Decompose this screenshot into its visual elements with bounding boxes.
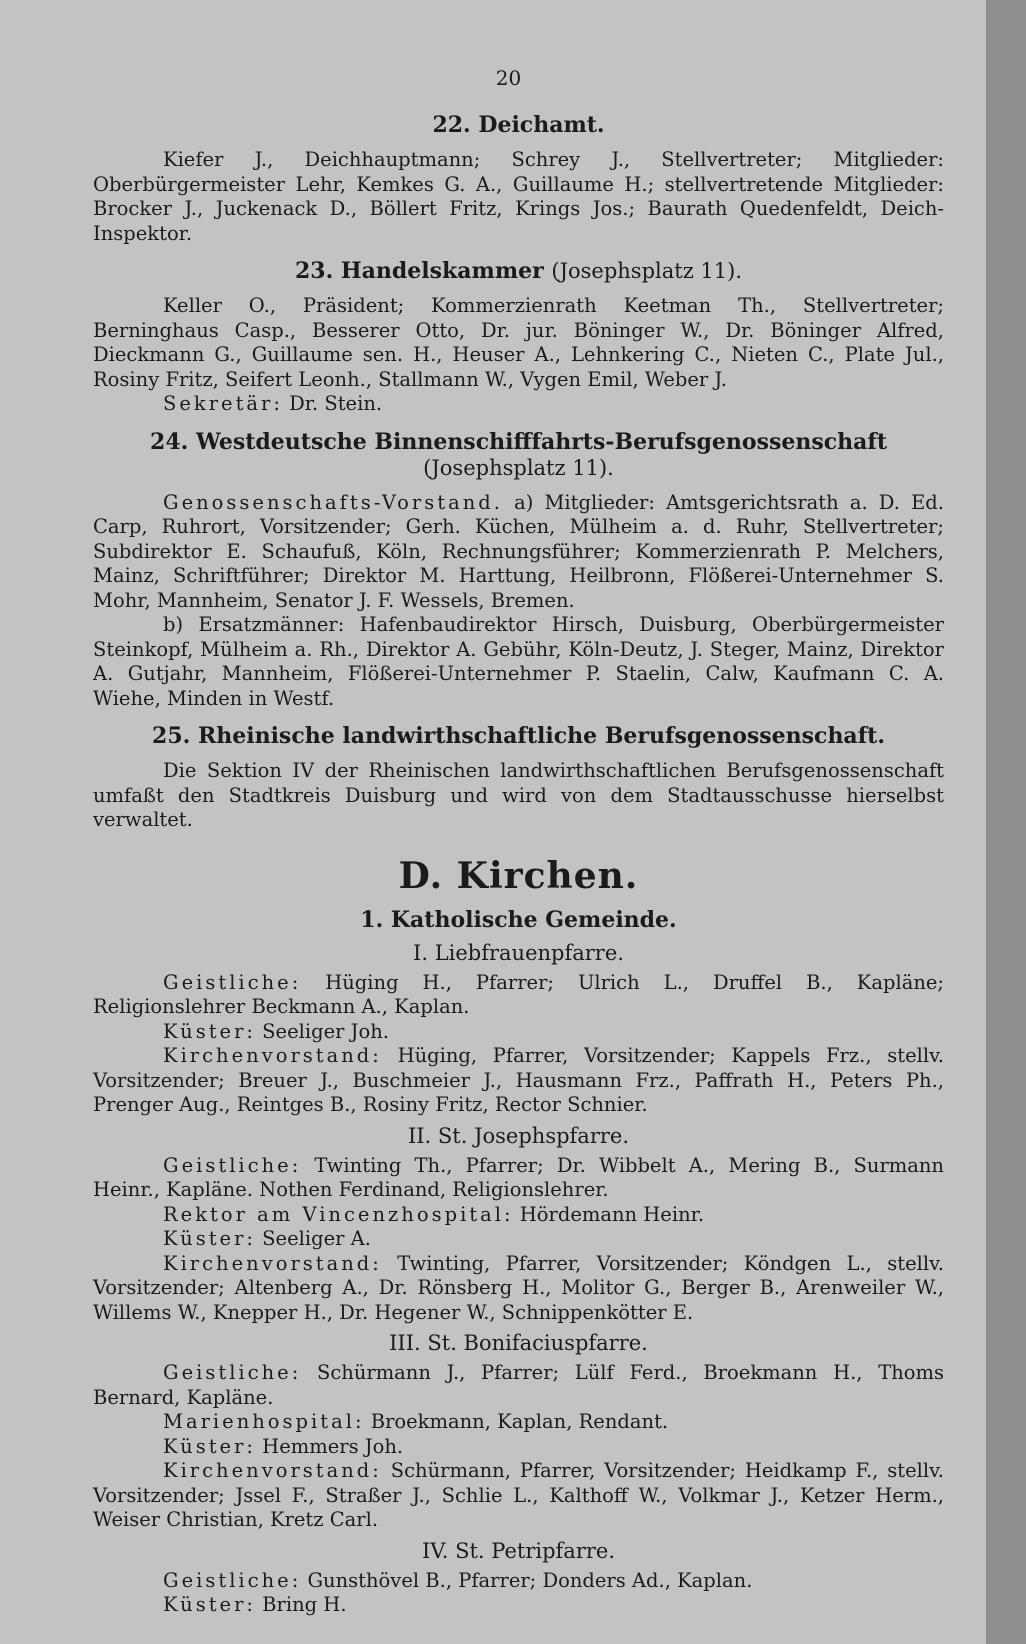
sexton-text: Seeliger A.	[255, 1227, 371, 1250]
parish-2-clergy	[93, 1154, 944, 1203]
clergy-label: Geistliche:	[163, 1153, 302, 1177]
hospital-label: Marienhospital:	[163, 1410, 365, 1433]
catholic-community-title: 1. Katholische Gemeinde.	[360, 906, 677, 933]
sexton-text: Seeliger Joh.	[255, 1019, 389, 1043]
clergy-text: Gunsthövel B., Pfarrer; Donders Ad., Kaplan.	[301, 1568, 753, 1592]
parish-3-board	[93, 1459, 944, 1533]
board-text: a) Mitglieder: Amtsgerichtsrath a. D. Ed. Carp, Ruhrort, Vorsitzender; Gerh. Küchen, Mülheim a. d. Ruhr, Stellvertreter; Subdirektor E. Schaufuß, Köln, Rechnungsführer; Kommerzienrath P. Melchers, Mainz, Schriftführer; Direktor M. Harttung, Heilbronn, Flößerei-Unternehmer S. Mohr, Mannheim, Senator J. F. Wessels, Bremen.	[93, 490, 944, 612]
section-24-heading	[93, 429, 944, 481]
section-23-heading	[93, 258, 944, 284]
parish-3-sexton	[93, 1435, 944, 1460]
clergy-label: Geistliche:	[163, 970, 302, 994]
sexton-label: Küster:	[163, 1227, 256, 1250]
parish-1-board	[93, 1044, 944, 1118]
secretary-value: Dr. Stein.	[282, 392, 383, 415]
churches-title: D. Kirchen.	[398, 854, 639, 897]
clergy-label: Geistliche:	[163, 1361, 302, 1384]
section-24-board	[93, 491, 944, 614]
church-board-text: Twinting, Pfarrer, Vorsitzender; Köndgen L., stellv. Vorsitzender; Altenberg A., Dr. Rönsberg H., Molitor G., Berger B., Arenweiler W., Willems W., Knepper H., Dr. Hegener W., Schnippenkötter E.	[93, 1251, 944, 1324]
parish-3-hospital	[93, 1410, 944, 1435]
parish-1-sexton	[93, 1020, 944, 1045]
sexton-text: Bring H.	[255, 1593, 347, 1616]
parish-4-clergy	[93, 1569, 944, 1594]
section-24-address: (Josephsplatz 11).	[423, 455, 614, 480]
parish-1-title: I. Liebfrauenpfarre.	[413, 940, 624, 965]
parish-3-clergy	[93, 1361, 944, 1410]
hospital-text: Broekmann, Kaplan, Rendant.	[364, 1410, 669, 1433]
section-24-title: 24. Westdeutsche Binnenschifffahrts-Berufsgenossenschaft	[150, 428, 887, 455]
sexton-text: Hemmers Joh.	[255, 1434, 404, 1458]
board-label: Genossenschafts-Vorstand.	[163, 490, 503, 514]
clergy-text: Twinting Th., Pfarrer; Dr. Wibbelt A., Mering B., Surmann Heinr., Kapläne. Nothen Ferdinand, Religionslehrer.	[93, 1153, 944, 1201]
section-25-title: 25. Rheinische landwirthschaftliche Berufsgenossenschaft.	[152, 723, 885, 749]
parish-2-board	[93, 1252, 944, 1326]
clergy-text: Hüging H., Pfarrer; Ulrich L., Druffel B., Kapläne; Religionslehrer Beckmann A., Kaplan.	[93, 970, 944, 1018]
section-22-title: 22. Deichamt.	[432, 112, 605, 138]
clergy-label: Geistliche:	[163, 1568, 302, 1592]
church-board-text: Schürmann, Pfarrer, Vorsitzender; Heidkamp F., stellv. Vorsitzender; Jssel F., Straßer J., Schlie L., Kalthoff W., Volkmar J., Ketzer Herm., Weiser Christian, Kretz Carl.	[93, 1459, 944, 1531]
section-25-text: Die Sektion IV der Rheinischen landwirthschaftlichen Berufsgenossenschaft umfaßt den Stadtkreis Duisburg und wird von dem Stadtausschusse hierselbst verwaltet.	[93, 759, 944, 831]
church-board-label: Kirchenvorstand:	[163, 1251, 382, 1275]
section-23-text: Keller O., Präsident; Kommerzienrath Keetman Th., Stellvertreter; Berninghaus Casp., Besserer Otto, Dr. jur. Böninger W., Dr. Böninger Alfred, Dieckmann G., Guillaume sen. H., Heuser A., Lehnkering C., Nieten C., Plate Jul., Rosiny Fritz, Seifert Leonh., Stallmann W., Vygen Emil, Weber J.	[93, 294, 944, 391]
section-24-substitutes: b) Ersatzmänner: Hafenbaudirektor Hirsch, Duisburg, Oberbürgermeister Steinkopf, Mülheim a. Rh., Direktor A. Gebühr, Köln-Deutz, J. Steger, Mainz, Direktor A. Gutjahr, Mannheim, Flößerei-Unternehmer P. Staelin, Calw, Kaufmann C. A. Wiehe, Minden in Westf.	[93, 613, 944, 710]
parish-4-sexton	[93, 1593, 944, 1618]
section-23-title: 23. Handelskammer	[294, 258, 544, 284]
section-23-secretary	[93, 392, 944, 417]
church-board-text: Hüging, Pfarrer, Vorsitzender; Kappels Frz., stellv. Vorsitzender; Breuer J., Buschmeier J., Hausmann Frz., Paffrath H., Peters Ph., Prenger Aug., Reintges B., Rosiny Fritz, Rector Schnier.	[93, 1044, 944, 1116]
parish-3-title: III. St. Bonifaciuspfarre.	[389, 1331, 648, 1355]
parish-1-clergy	[93, 971, 944, 1020]
church-board-label: Kirchenvorstand:	[163, 1044, 382, 1067]
sexton-label: Küster:	[163, 1593, 256, 1616]
page-number: 20	[495, 66, 522, 90]
church-board-label: Kirchenvorstand:	[163, 1459, 382, 1482]
parish-4-title: IV. St. Petripfarre.	[421, 1538, 616, 1563]
parish-2-sexton	[93, 1227, 944, 1252]
clergy-text: Schürmann J., Pfarrer; Lülf Ferd., Broekmann H., Thoms Bernard, Kapläne.	[93, 1361, 944, 1409]
parish-2-rector	[93, 1203, 944, 1228]
rector-text: Hördemann Heinr.	[513, 1202, 705, 1226]
rector-label: Rektor am Vincenzhospital:	[163, 1202, 514, 1226]
sexton-label: Küster:	[163, 1019, 256, 1043]
section-22-text: Kiefer J., Deichhauptmann; Schrey J., Stellvertreter; Mitglieder: Oberbürgermeister Lehr, Kemkes G. A., Guillaume H.; stellvertretende Mitglieder: Brocker J., Juckenack D., Böllert Fritz, Krings Jos.; Baurath Quedenfeldt, Deich-Inspektor.	[93, 148, 944, 245]
sexton-label: Küster:	[163, 1434, 256, 1458]
section-23-address: (Josephsplatz 11).	[551, 259, 743, 283]
secretary-label: Sekretär:	[163, 392, 283, 415]
parish-2-title: II. St. Josephspfarre.	[407, 1123, 630, 1148]
